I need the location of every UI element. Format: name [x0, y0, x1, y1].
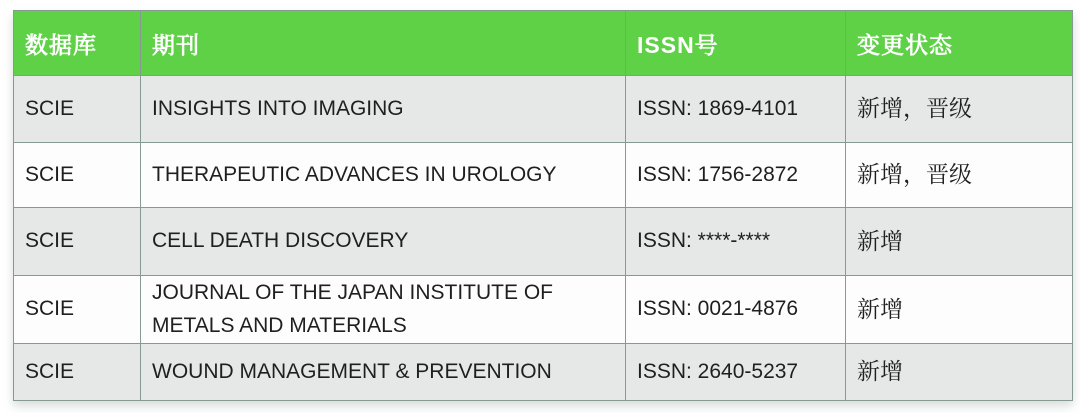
- cell-database: SCIE: [14, 208, 141, 276]
- cell-issn: ISSN: 0021-4876: [626, 276, 846, 344]
- cell-journal: WOUND MANAGEMENT & PREVENTION: [141, 344, 626, 401]
- col-header-status: 变更状态: [846, 11, 1073, 76]
- cell-status: 新增: [846, 208, 1073, 276]
- header-row: [14, 11, 1073, 76]
- cell-issn: ISSN: ****-****: [626, 208, 846, 276]
- col-header-journal: 期刊: [141, 11, 626, 76]
- col-header-issn: ISSN号: [626, 11, 846, 76]
- cell-database: SCIE: [14, 143, 141, 208]
- cell-journal: CELL DEATH DISCOVERY: [141, 208, 626, 276]
- table-row: [14, 76, 1073, 143]
- journal-change-table: [13, 10, 1073, 401]
- cell-status: 新增: [846, 344, 1073, 401]
- cell-issn: ISSN: 1869-4101: [626, 76, 846, 143]
- cell-status: 新增，晋级: [846, 143, 1073, 208]
- cell-status: 新增: [846, 276, 1073, 344]
- cell-database: SCIE: [14, 344, 141, 401]
- col-header-database: 数据库: [14, 11, 141, 76]
- table-row: [14, 276, 1073, 344]
- cell-journal: JOURNAL OF THE JAPAN INSTITUTE OF METALS AND MATERIALS: [141, 276, 626, 344]
- cell-journal: THERAPEUTIC ADVANCES IN UROLOGY: [141, 143, 626, 208]
- cell-database: SCIE: [14, 76, 141, 143]
- table-row: [14, 208, 1073, 276]
- cell-status: 新增，晋级: [846, 76, 1073, 143]
- table-row: [14, 143, 1073, 208]
- cell-issn: ISSN: 2640-5237: [626, 344, 846, 401]
- cell-database: SCIE: [14, 276, 141, 344]
- cell-issn: ISSN: 1756-2872: [626, 143, 846, 208]
- table-row: [14, 344, 1073, 401]
- cell-journal: INSIGHTS INTO IMAGING: [141, 76, 626, 143]
